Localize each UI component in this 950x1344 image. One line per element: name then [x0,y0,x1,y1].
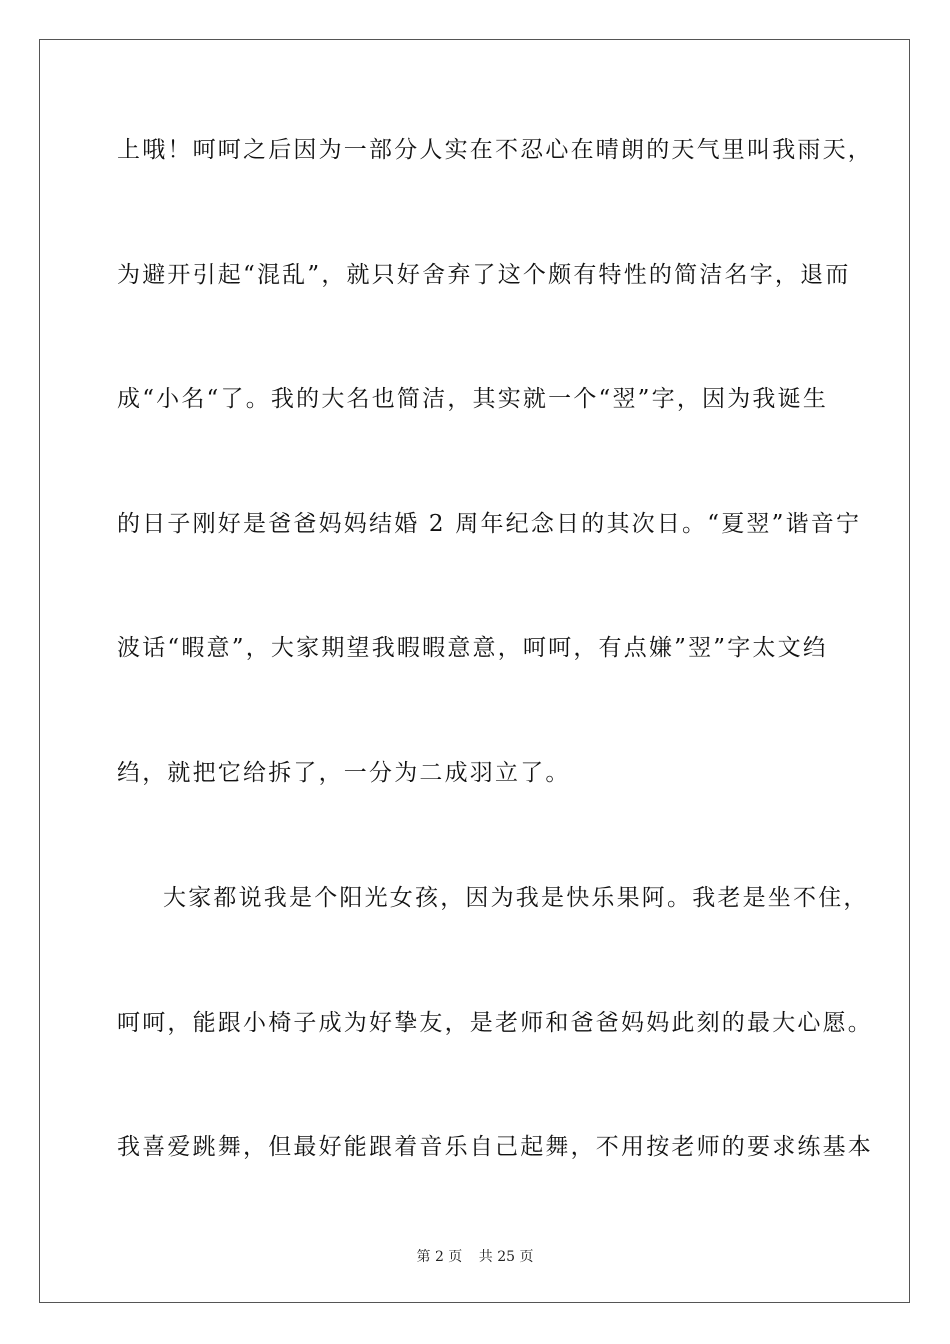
body-text-line: 上哦！呵呵之后因为一部分人实在不忍心在晴朗的天气里叫我雨天， [117,137,873,163]
current-page-label: 第 2 页 [416,1249,463,1265]
page-border [39,39,910,1303]
body-text-line: 为避开引起“混乱”，就只好舍弃了这个颇有特性的简洁名字，退而 [117,262,851,288]
total-pages-label: 共 25 页 [478,1249,534,1265]
body-text-line: 波话“暇意”，大家期望我暇暇意意，呵呵，有点嫌”翌”字太文绉 [117,635,829,661]
body-text-line: 的日子刚好是爸爸妈妈结婚 2 周年纪念日的其次日。“夏翌”谐音宁 [117,511,862,537]
page-footer [0,1248,950,1266]
body-text-line: 呵呵，能跟小椅子成为好挚友，是老师和爸爸妈妈此刻的最大心愿。 [117,1010,873,1036]
body-text-line: 成“小名“了。我的大名也简洁，其实就一个“翌”字，因为我诞生 [117,386,829,412]
paragraph-start-line: 大家都说我是个阳光女孩，因为我是快乐果阿。我老是坐不住， [163,885,869,911]
body-text-line: 绉，就把它给拆了，一分为二成羽立了。 [117,760,571,786]
body-text-line: 我喜爱跳舞，但最好能跟着音乐自己起舞，不用按老师的要求练基本 [117,1134,873,1160]
